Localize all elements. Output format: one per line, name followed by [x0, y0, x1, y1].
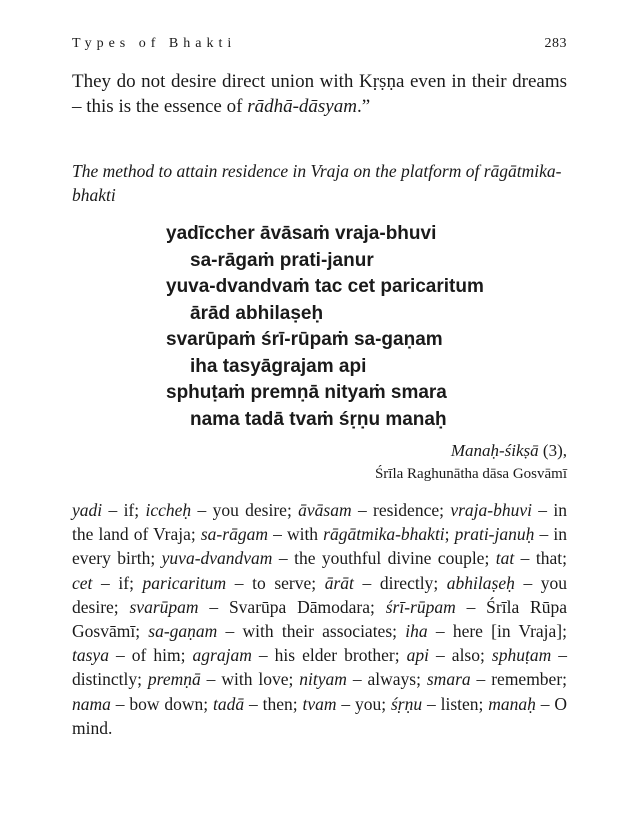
- synonym-meaning: with: [286, 524, 324, 545]
- synonym-meaning: the youthful divine couple: [294, 548, 485, 569]
- synonym-word: tadā: [213, 693, 245, 714]
- synonym-word: abhilaṣeḥ: [446, 572, 515, 593]
- synonym-word: premṇā: [147, 669, 201, 690]
- chapter-title: Types of Bhakti: [72, 36, 237, 51]
- synonym-meaning: in the land of Vraja: [72, 500, 568, 545]
- synonym-meaning: with love: [221, 669, 289, 690]
- synonym-meaning: you: [355, 693, 382, 714]
- verse-citation: [72, 439, 567, 485]
- section-heading: The method to attain residence in Vraja on the platform of rāgātmika-bhakti: [72, 161, 562, 205]
- synonym-meaning-term: rāgātmika-bhakti: [323, 524, 445, 545]
- synonym-word: manaḥ: [488, 693, 536, 714]
- synonym-word: nityam: [299, 669, 347, 690]
- synonym-meaning: always: [367, 669, 417, 690]
- synonym-meaning: Svarūpa Dāmodara: [228, 596, 371, 617]
- synonym-word: tvam: [302, 693, 337, 714]
- verse-line: yuva-dvandvaṁ tac cet paricaritum: [166, 276, 484, 297]
- synonym-word: iha: [405, 621, 428, 642]
- synonym-word: api: [406, 645, 429, 666]
- synonym-meaning: of him: [131, 645, 181, 666]
- synonym-word: nama: [72, 693, 111, 714]
- synonym-word: cet: [72, 572, 93, 593]
- verse-line: sphuṭaṁ premṇā nityaṁ smara: [166, 382, 447, 403]
- verse-line: svarūpaṁ śrī-rūpaṁ sa-gaṇam: [166, 329, 443, 350]
- synonym-word: tat: [495, 548, 515, 569]
- synonym-meaning: you desire: [212, 500, 287, 520]
- synonym-word: prati-januḥ: [454, 524, 535, 545]
- synonym-word: sphuṭam: [491, 645, 552, 666]
- synonym-meaning: directly: [379, 572, 434, 593]
- synonym-word: yuva-dvandvam: [161, 548, 273, 569]
- synonym-meaning: bow down: [129, 693, 204, 714]
- synonym-word: āvāsam: [298, 500, 352, 520]
- verse-line: iha tasyāgrajam api: [190, 355, 367, 377]
- synonym-word: sa-rāgam: [200, 524, 268, 545]
- synonym-word: tasya: [72, 645, 109, 666]
- synonym-meaning: you desire: [72, 572, 568, 617]
- intro-term: rādhā-dāsyam: [247, 96, 357, 117]
- synonym-meaning: with their associates: [242, 621, 393, 642]
- verse-line: yadīccher āvāsaṁ vraja-bhuvi: [166, 223, 437, 244]
- synonyms-paragraph: yadi – if; iccheḥ – you desire; āvāsam – residence; vraja-bhuvi – in the land of Vraja; sa-rāgam – with rāgātmika-bhakti; prati-januḥ – in every birth; yuva-dvandvam – the youthful divine couple; tat – that; cet – if; paricaritum – to serve; ārāt – directly; abhilaṣeḥ – you desire; svarūpam – Svarūpa Dāmodara; śrī-rūpam – Śrīla Rūpa Gosvāmī; sa-gaṇam – with their associates; iha – here [in Vraja]; tasya – of him; agrajam – his elder brother; api – also; sphuṭam – distinctly; premṇā – with love; nityam – always; smara – remember; nama – bow down; tadā – then; tvam – you; śṛṇu – listen; manaḥ – O mind.: [72, 500, 568, 738]
- synonym-word: śṛṇu: [390, 693, 423, 714]
- running-head: [72, 36, 567, 60]
- synonym-meaning: that: [535, 548, 563, 569]
- verse-block: [166, 221, 567, 433]
- synonym-meaning: residence: [373, 500, 440, 520]
- synonym-word: śrī-rūpam: [385, 596, 456, 617]
- verse-line: ārād abhilaṣeḥ: [190, 302, 324, 324]
- synonym-word: ārāt: [324, 572, 354, 593]
- synonym-meaning: if: [118, 572, 130, 593]
- synonym-meaning: also: [451, 645, 480, 666]
- intro-end: .”: [356, 96, 371, 117]
- synonym-meaning: Śrīla Rūpa Gosvāmī: [72, 596, 567, 642]
- synonym-word: yadi: [72, 500, 103, 520]
- synonym-meaning: O mind: [72, 693, 568, 738]
- synonym-meaning: his elder brother: [274, 645, 395, 666]
- synonym-meaning: if: [123, 500, 135, 520]
- page-number: 283: [544, 36, 567, 51]
- synonym-meaning: distinctly: [72, 669, 138, 690]
- synonym-meaning: to serve: [252, 572, 312, 593]
- synonym-meaning: then: [262, 693, 293, 714]
- synonym-word: smara: [426, 669, 471, 690]
- synonym-word: paricaritum: [142, 572, 227, 593]
- intro-text: They do not desire direct union with Kṛṣṇa even in their dreams – this is the essence of: [72, 71, 567, 117]
- citation-title: Manaḥ-śikṣā: [450, 441, 539, 460]
- synonym-word: svarūpam: [129, 596, 199, 617]
- intro-paragraph: [72, 69, 567, 119]
- citation-author: Śrīla Raghunātha dāsa Gosvāmī: [374, 466, 567, 482]
- synonym-meaning: listen: [440, 693, 479, 714]
- book-page: [72, 36, 567, 740]
- citation-work: [72, 439, 567, 463]
- synonym-meaning: here [in Vraja]: [452, 621, 563, 642]
- verse-line: sa-rāgaṁ prati-janur: [190, 249, 374, 271]
- synonym-word: sa-gaṇam: [148, 621, 218, 642]
- synonym-word: agrajam: [192, 645, 252, 666]
- citation-verse-number: (3),: [538, 441, 567, 460]
- synonym-word: vraja-bhuvi: [450, 500, 532, 520]
- synonym-meaning: in every birth: [72, 524, 567, 569]
- synonym-word: iccheḥ: [145, 500, 192, 520]
- synonym-meaning: remember: [491, 669, 563, 690]
- verse-line: nama tadā tvaṁ śṛṇu manaḥ: [190, 408, 447, 430]
